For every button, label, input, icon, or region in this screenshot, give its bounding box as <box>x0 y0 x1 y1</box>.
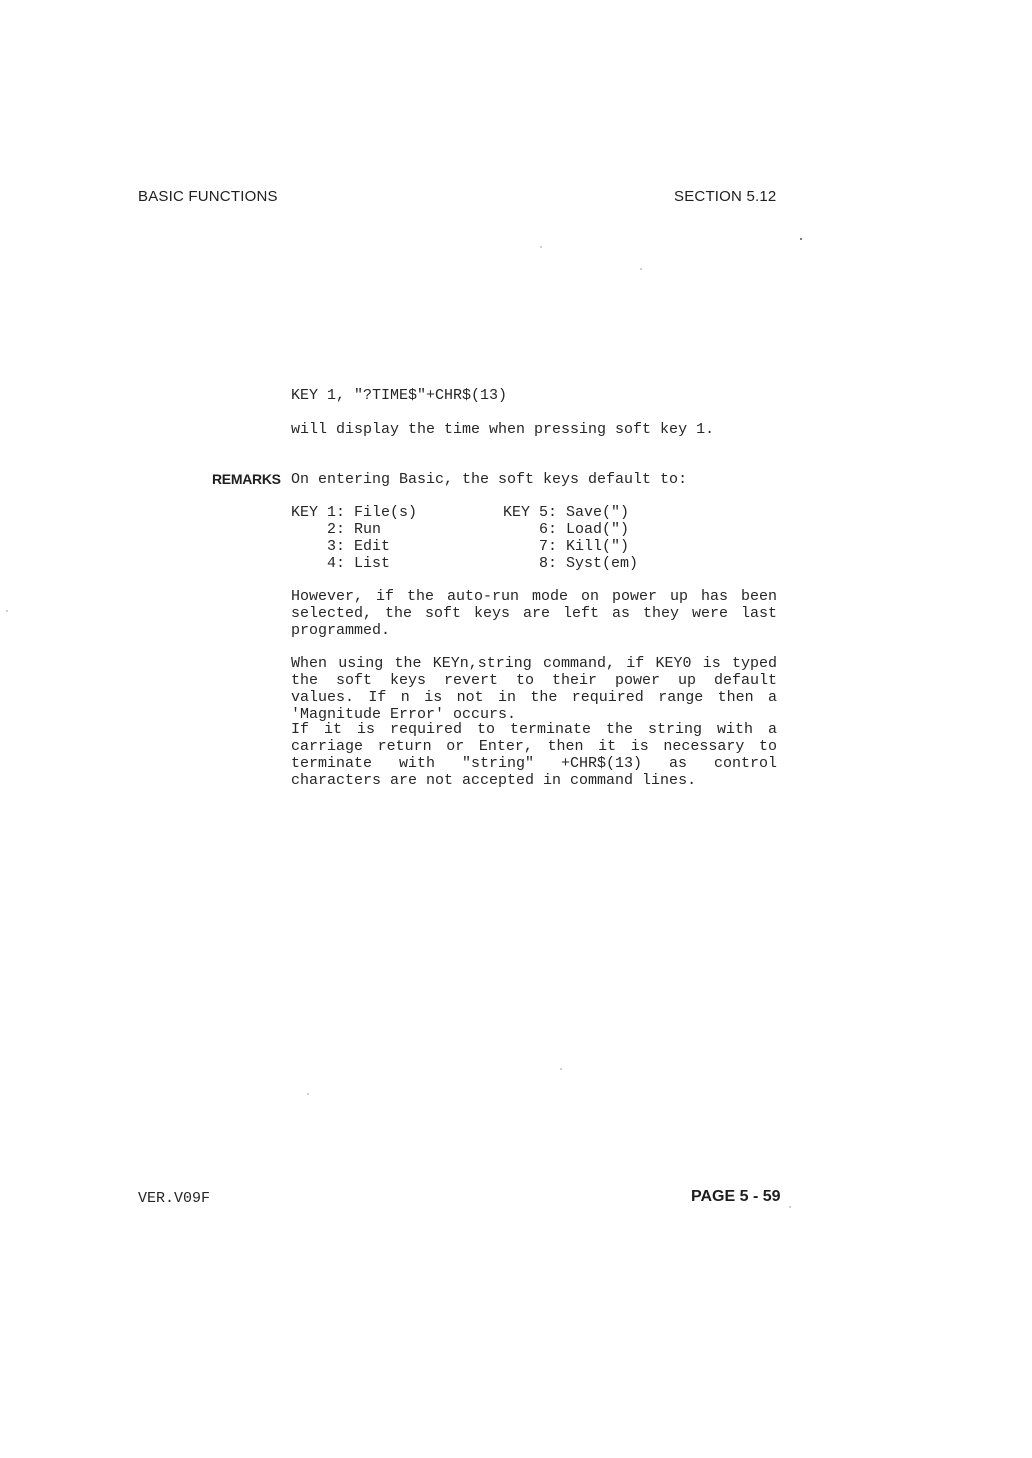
soft-key-5: KEY 5: Save(") <box>503 504 630 521</box>
scan-speck <box>540 246 542 248</box>
example-code: KEY 1, "?TIME$"+CHR$(13) <box>291 387 508 404</box>
page-number: PAGE 5 - 59 <box>691 1188 781 1205</box>
soft-key-8: 8: Syst(em) <box>503 555 639 572</box>
version-label: VER.V09F <box>138 1190 211 1207</box>
scan-speck <box>640 268 642 270</box>
scan-speck <box>800 238 802 240</box>
soft-key-2: 2: Run <box>291 521 382 538</box>
scan-speck <box>307 1093 309 1095</box>
remarks-paragraph-autorun: However, if the auto-run mode on power up has been selected, the soft keys are left as they were last programmed. <box>291 588 777 639</box>
remarks-paragraph-terminate: If it is required to terminate the string with a carriage return or Enter, then it is necessary to terminate with "string" +CHR$(13) as control characters are not accepted in command lines. <box>291 721 777 789</box>
section-title: BASIC FUNCTIONS <box>138 188 278 205</box>
remarks-label: REMARKS <box>212 471 281 487</box>
section-number: SECTION 5.12 <box>674 188 777 205</box>
soft-key-6: 6: Load(") <box>503 521 630 538</box>
soft-keys-left-column <box>291 504 417 572</box>
example-description: will display the time when pressing soft key 1. <box>291 421 715 438</box>
scan-speck <box>789 1206 791 1208</box>
remarks-intro: On entering Basic, the soft keys default to: <box>291 471 688 488</box>
soft-key-3: 3: Edit <box>291 538 391 555</box>
soft-key-1: KEY 1: File(s) <box>291 504 418 521</box>
soft-key-4: 4: List <box>291 555 391 572</box>
soft-key-7: 7: Kill(") <box>503 538 630 555</box>
scan-speck <box>560 1068 562 1070</box>
scan-speck <box>6 610 8 612</box>
remarks-paragraph-keyn: When using the KEYn,string command, if KEY0 is typed the soft keys revert to their power up default values. If n is not in the required range then a 'Magnitude Error' occurs. <box>291 655 777 723</box>
soft-keys-right-column <box>503 504 638 572</box>
